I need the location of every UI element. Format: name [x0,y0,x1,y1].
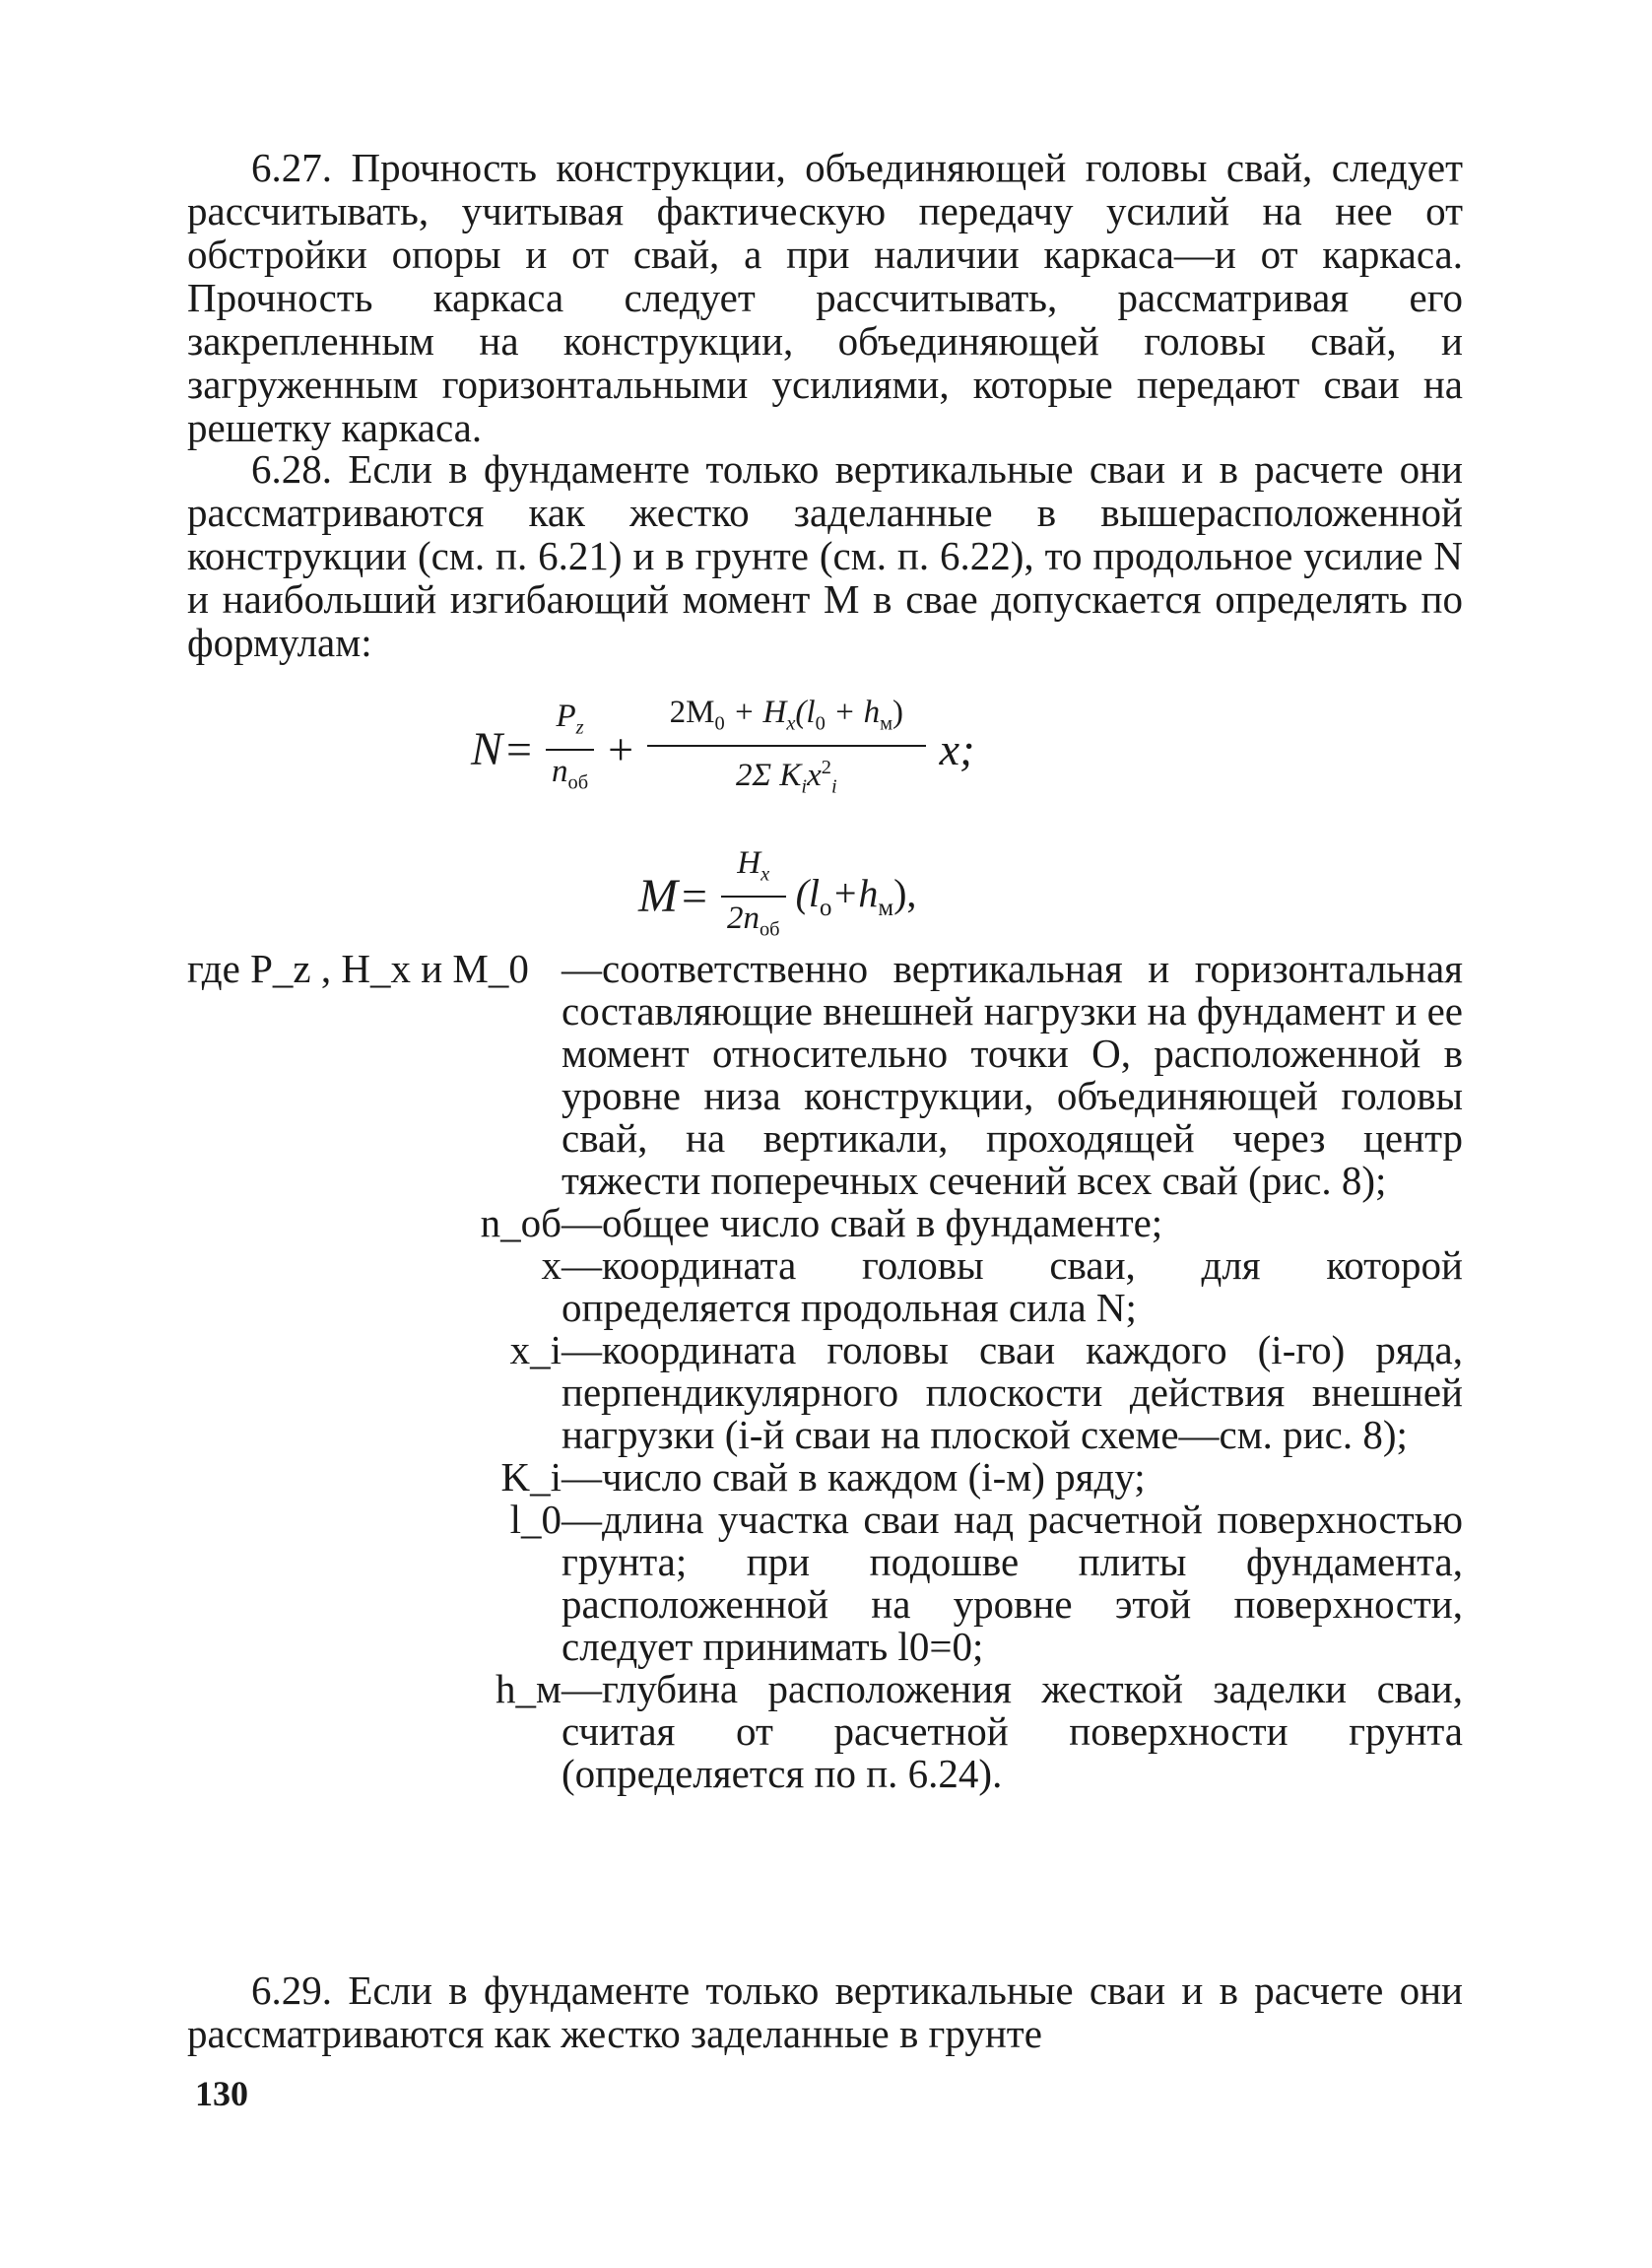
definition-text: —координата головы сваи каждого (i-го) ряда, перпендикулярного плоскости действия внешней нагрузки (i-й сваи на плоской схеме—см. рис. 8); [562,1327,1463,1457]
formula-m-den-sub: об [759,918,780,941]
frac2-den-a: 2Σ K [736,757,802,793]
definition-item [187,1202,1463,1244]
formula-m-den: 2n [726,900,760,936]
frac1-num: P [556,699,576,734]
formula-m-eq: = [681,871,707,922]
frac1-den: n [551,753,568,789]
frac2-num-e: ) [892,695,904,730]
definition-key: x_i [509,1327,562,1372]
formula-n-fraction-2 [647,692,926,807]
paragraph-6-29: 6.29. Если в фундаменте только вертикальные сваи и в расчете они рассматриваются как жестко заделанные в грунте [187,1968,1463,2056]
definition-item [187,1329,1463,1456]
definition-text: —общее число свай в фундаменте; [562,1200,1163,1245]
frac1-den-sub: об [567,771,589,794]
formula-n-plus: + [608,724,634,775]
definitions-list [187,948,1463,1795]
formula-m-tail-a: (l [795,871,820,916]
frac2-den-a-sub: i [801,775,808,798]
formula-n-lhs: N [471,723,503,776]
frac2-den-b-sub: i [830,775,837,798]
definition-key: x [541,1242,562,1288]
definition-text: —длина участка сваи над расчетной поверхностью грунта; при подошве плиты фундамента, расположенной на уровне этой поверхности, следует принимать l0=0; [562,1497,1463,1669]
frac2-num-b: + H [724,695,787,730]
frac2-num-b-sub: x [786,712,796,735]
formula-m-tail-b: +h [831,871,879,916]
frac2-num-c: (l [795,695,816,730]
frac2-den-b: x [807,757,822,793]
formula-m-tail-a-sub: о [820,895,832,922]
formula-m [638,842,916,950]
frac1-num-sub: z [575,716,584,739]
page-number: 130 [195,2074,248,2113]
definition-item [187,1244,1463,1329]
definition-item [187,1499,1463,1668]
formula-m-num-sub: x [760,863,770,886]
formula-m-num: H [737,845,761,881]
definition-text: —соответственно вертикальная и горизонтальная составляющие внешней нагрузки на фундамент и ее момент относительно точки O, расположенной в уровне низа конструкции, объединяющей головы свай, на вертикали, проходящей через центр тяжести поперечных сечений всех свай (рис. 8); [562,946,1463,1203]
frac2-num-a-sub: 0 [714,712,725,735]
definition-key: l_0 [509,1497,562,1542]
formula-n-tail: x; [939,724,975,775]
definition-key: h_м [496,1666,562,1711]
paragraph-6-27: 6.27. Прочность конструкции, объединяющей головы свай, следует рассчитывать, учитывая фактическую передачу усилий на нее от обстройки опоры и от свай, а при наличии каркаса—и от каркаса. Прочность каркаса следует рассчитывать, рассматривая его закрепленным на конструкции, объединяющей головы свай, и загруженным горизонтальными усилиями, которые передают сваи на решетку каркаса. [187,145,1463,450]
definition-text: —глубина расположения жесткой заделки сваи, считая от расчетной поверхности грунта (определяется по п. 6.24). [562,1666,1463,1796]
paragraph-6-28: 6.28. Если в фундаменте только вертикальные сваи и в расчете они рассматриваются как жестко заделанные в вышерасположенной конструкции (см. п. 6.21) и в грунте (см. п. 6.22), то продольное усилие N и наибольший изгибающий момент M в свае допускается определять по формулам: [187,446,1463,665]
frac2-num-c-sub: 0 [815,712,826,735]
definition-text: —число свай в каждом (i-м) ряду; [562,1454,1146,1500]
definition-item [187,1668,1463,1795]
definition-key: K_i [500,1454,562,1500]
frac2-num-d: + h [825,695,881,730]
frac2-num-a: 2M [669,695,715,730]
formula-m-tail-c: ), [893,871,917,916]
formula-m-fraction [721,842,786,950]
formula-m-tail-b-sub: м [878,895,894,922]
formula-n [471,692,978,807]
formula-n-eq: = [506,724,532,775]
frac2-den-b-sup: 2 [821,756,831,778]
definition-key: n_об [480,1200,562,1245]
definition-text: —координата головы сваи, для которой определяется продольная сила N; [562,1242,1463,1330]
frac2-num-d-sub: м [880,712,893,735]
formula-m-lhs: M [638,870,678,923]
definition-item [187,1456,1463,1499]
definition-item [187,948,1463,1202]
definition-key: где P_z , H_x и M_0 [187,946,529,991]
formula-n-fraction-1 [546,696,594,803]
